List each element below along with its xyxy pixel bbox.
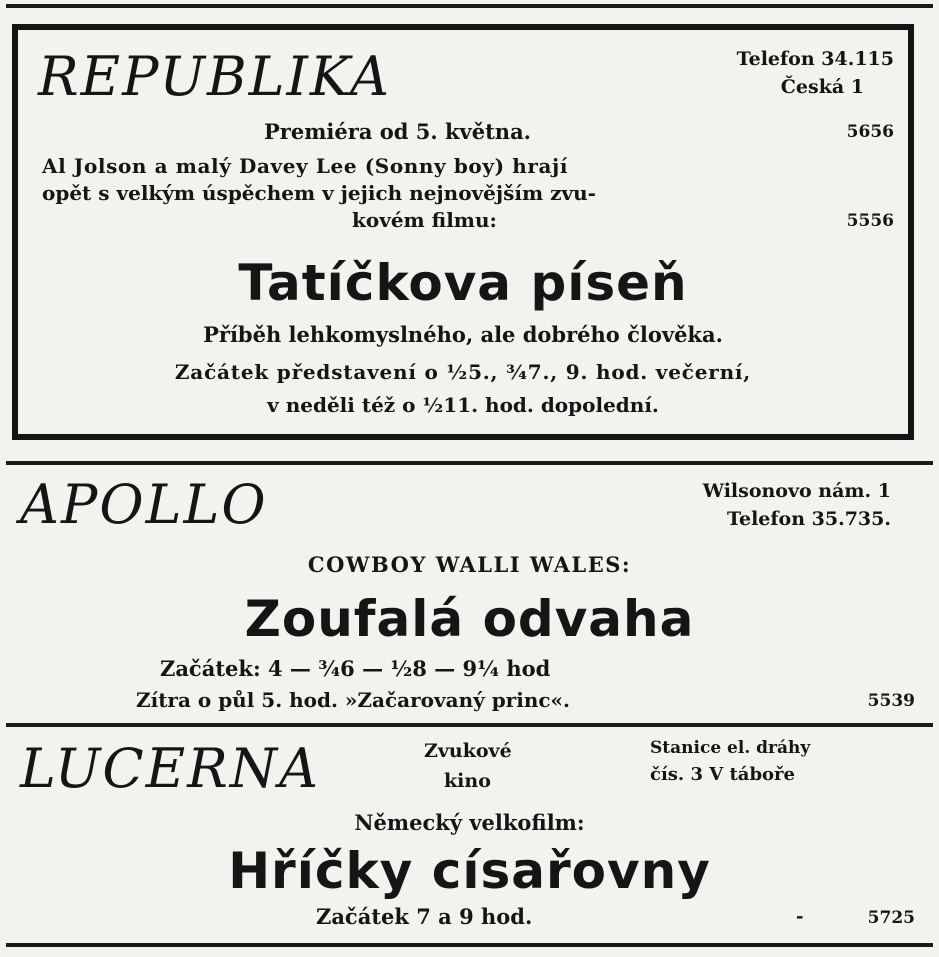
apollo-star: COWBOY WALLI WALES: <box>307 552 632 577</box>
republika-code-1: 5656 <box>846 122 894 142</box>
apollo-code: 5539 <box>867 691 915 711</box>
republika-desc-line2: opět s velkým úspěchem v jejich nejnovějším zvu- <box>42 181 596 205</box>
republika-tagline: Příběh lehkomyslného, ale dobrého člověka. <box>203 322 723 347</box>
separator-rule-2 <box>6 723 933 727</box>
republika-film-title: Tatíčkova píseň <box>238 254 688 312</box>
apollo-phone: Telefon 35.735. <box>727 508 891 530</box>
separator-rule-1 <box>6 461 933 465</box>
republika-address: Česká 1 <box>780 76 864 98</box>
lucerna-ad <box>0 728 939 943</box>
bottom-rule <box>6 943 933 947</box>
apollo-address: Wilsonovo nám. 1 <box>702 480 891 502</box>
lucerna-film-title: Hříčky císařovny <box>228 842 711 900</box>
lucerna-kind-line1: Zvukové <box>424 740 512 762</box>
republika-phone: Telefon 34.115 <box>736 48 894 70</box>
lucerna-code: 5725 <box>867 908 915 928</box>
apollo-ad <box>0 466 939 716</box>
republika-name: REPUBLIKA <box>38 45 391 108</box>
apollo-times: Začátek: 4 — ¾6 — ½8 — 9¼ hod <box>160 656 551 681</box>
republika-desc-line3: kovém filmu: <box>352 208 497 232</box>
lucerna-station-line2: čís. 3 V táboře <box>650 764 795 785</box>
lucerna-times: Začátek 7 a 9 hod. <box>316 904 533 929</box>
apollo-name: APOLLO <box>20 473 268 536</box>
lucerna-name: LUCERNA <box>20 737 321 800</box>
republika-desc-line1: Al Jolson a malý Davey Lee (Sonny boy) hrají <box>42 154 569 178</box>
lucerna-dash: - <box>796 906 804 927</box>
republika-times-line2: v neděli též o ½11. hod. dopolední. <box>267 393 659 417</box>
lucerna-station-line1: Stanice el. dráhy <box>650 738 811 758</box>
republika-premiere: Premiéra od 5. května. <box>264 119 531 144</box>
republika-ad <box>12 24 914 440</box>
lucerna-subtitle: Německý velkofilm: <box>354 810 585 835</box>
apollo-film-title: Zoufalá odvaha <box>244 590 695 648</box>
top-rule <box>6 4 933 8</box>
lucerna-kind-line2: kino <box>444 770 491 792</box>
republika-times-line1: Začátek představení o ½5., ¾7., 9. hod. večerní, <box>174 360 752 384</box>
apollo-tomorrow: Zítra o půl 5. hod. »Začarovaný princ«. <box>136 688 570 712</box>
republika-code-2: 5556 <box>846 211 894 231</box>
